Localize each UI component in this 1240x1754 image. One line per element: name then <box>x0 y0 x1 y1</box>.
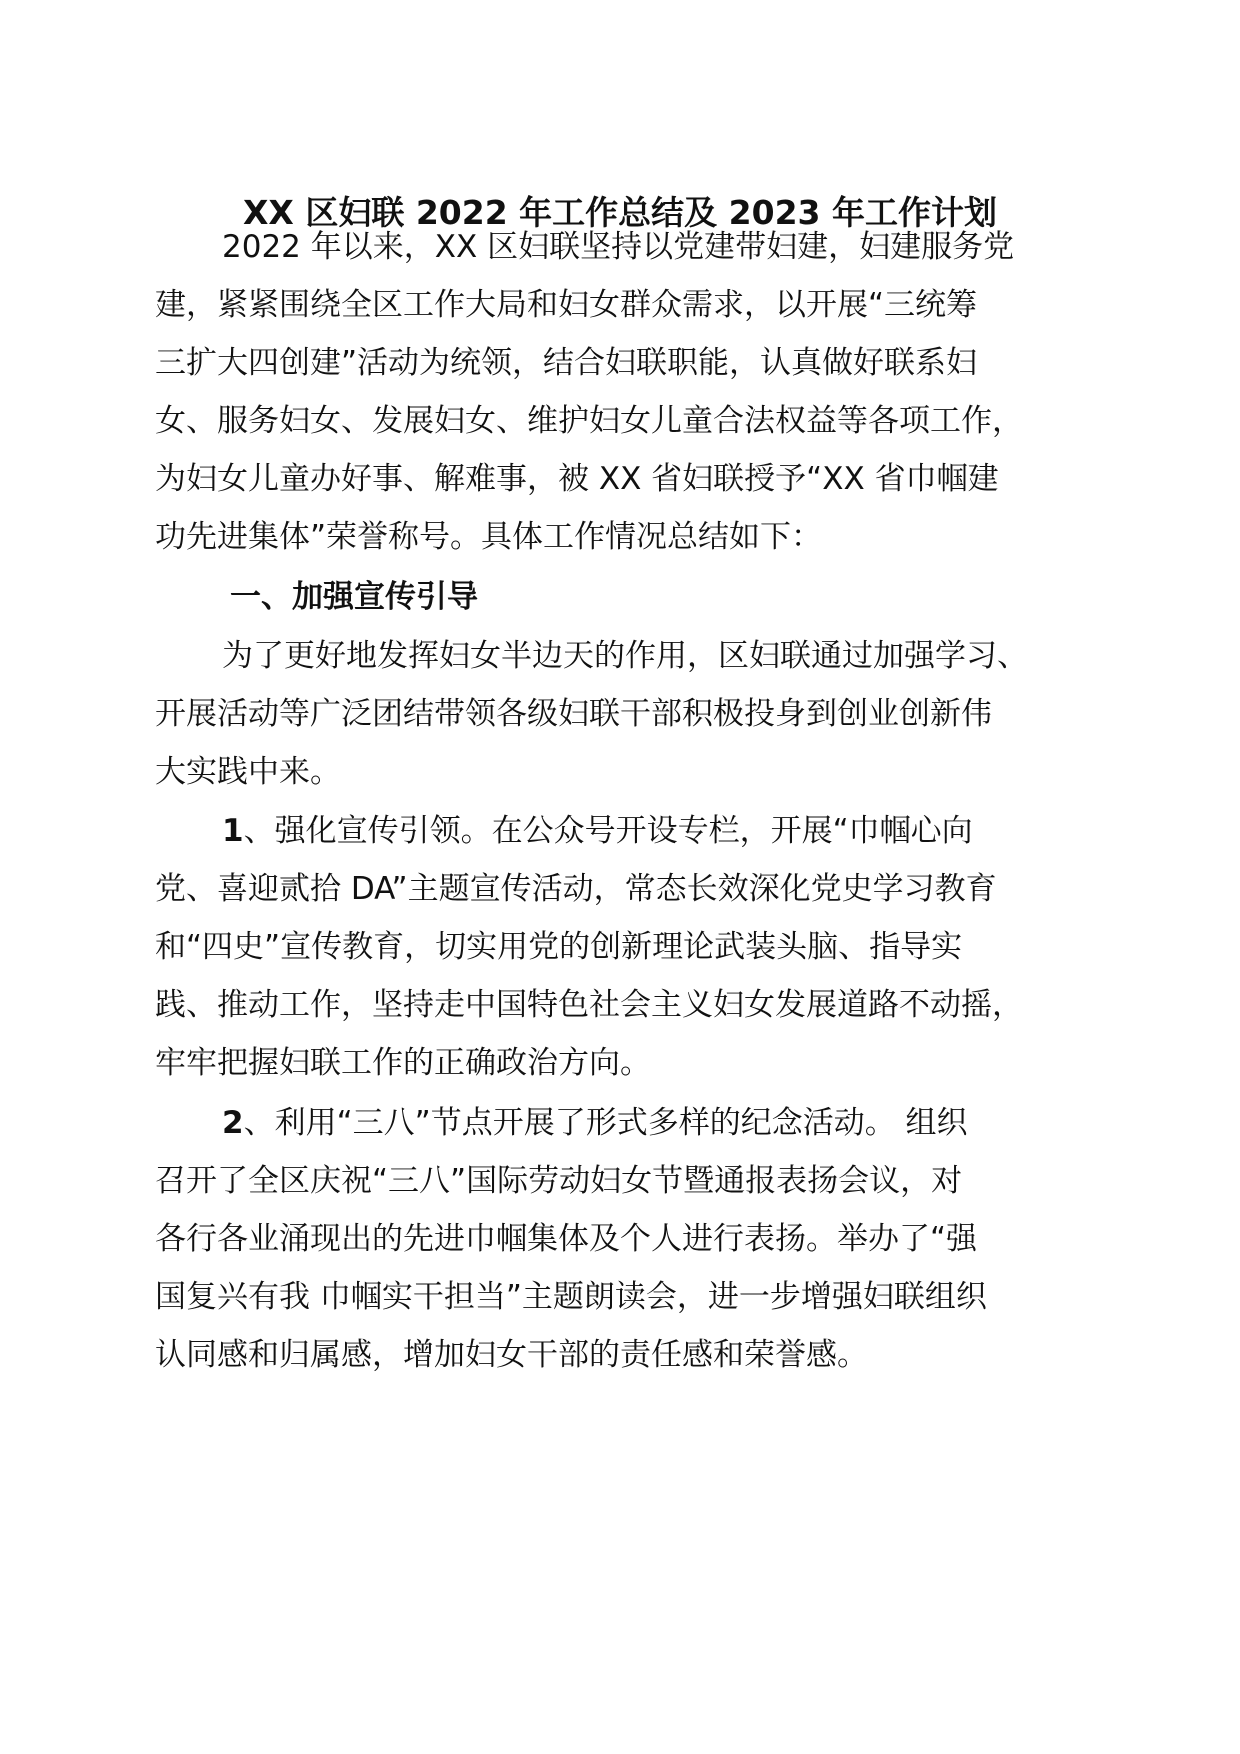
document-title: XX 区妇联 2022 年工作总结及 2023 年工作计划 <box>242 193 998 232</box>
section-line: 开展活动等广泛团结带领各级妇联干部积极投身到创业创新伟 <box>155 696 992 732</box>
item-line: 践、推动工作，坚持走中国特色社会主义妇女发展道路不动摇， <box>155 987 1023 1023</box>
intro-line: 三扩大四创建”活动为统领，结合妇联职能，认真做好联系妇 <box>155 345 978 381</box>
item-line: 认同感和归属感，增加妇女干部的责任感和荣誉感。 <box>155 1337 868 1373</box>
item-text: 、利用“三八”节点开展了形式多样的纪念活动。 组织 <box>243 1105 968 1141</box>
intro-line: 功先进集体”荣誉称号。具体工作情况总结如下： <box>155 519 823 555</box>
item-first-line <box>222 806 973 856</box>
item-line: 各行各业涌现出的先进巾帼集体及个人进行表扬。举办了“强 <box>155 1221 978 1257</box>
item-number: 1 <box>222 813 244 849</box>
item-first-line <box>222 1098 968 1148</box>
item-line: 国复兴有我 巾帼实干担当”主题朗读会，进一步增强妇联组织 <box>155 1279 987 1315</box>
item-text: 、强化宣传引领。在公众号开设专栏，开展“巾帼心向 <box>243 813 973 849</box>
item-number: 2 <box>222 1105 244 1141</box>
section-line: 为了更好地发挥妇女半边天的作用，区妇联通过加强学习、 <box>222 638 1028 674</box>
item-line: 和“四史”宣传教育，切实用党的创新理论武装头脑、指导实 <box>155 929 963 965</box>
section-heading: 一、加强宣传引导 <box>230 579 478 615</box>
intro-line: 建，紧紧围绕全区工作大局和妇女群众需求，以开展“三统筹 <box>155 287 978 323</box>
intro-line: 女、服务妇女、发展妇女、维护妇女儿童合法权益等各项工作， <box>155 403 1023 439</box>
intro-line: 为妇女儿童办好事、解难事，被 XX 省妇联授予“XX 省巾帼建 <box>155 461 999 497</box>
item-line: 党、喜迎贰拾 DA”主题宣传活动，常态长效深化党史学习教育 <box>155 871 997 907</box>
item-line: 召开了全区庆祝“三八”国际劳动妇女节暨通报表扬会议，对 <box>155 1163 963 1199</box>
intro-line: 2022 年以来，XX 区妇联坚持以党建带妇建，妇建服务党 <box>222 229 1015 265</box>
item-line: 牢牢把握妇联工作的正确政治方向。 <box>155 1045 651 1081</box>
section-line: 大实践中来。 <box>155 754 341 790</box>
